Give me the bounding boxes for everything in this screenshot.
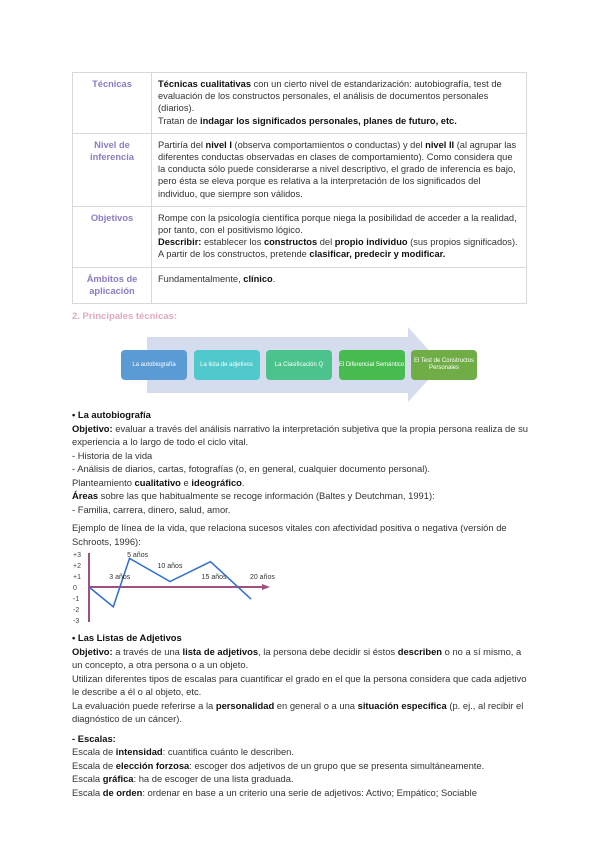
row-content [152,267,527,303]
text: Ejemplo de línea de la vida, que relaciona sucesos vitales con afectividad positiva o negativa (versión de Schroots, 1996): [72,522,507,547]
text: e [180,476,192,488]
paragraph-line [72,672,530,699]
paragraph-line [72,449,530,463]
flow-step: El Diferencial Semántico [339,350,405,380]
bold-text: cualitativo [134,476,181,488]
paragraph-line [72,631,530,645]
text: La evaluación puede referirse a la [72,699,216,711]
text: establecer los [201,237,264,248]
text: . [272,273,276,284]
paragraph-line [72,422,530,449]
table-row [73,206,527,267]
paragraph-line [158,115,520,127]
paragraph-line [158,139,520,200]
life-line-caption [72,521,530,548]
bold-text: indagar los significados personales, planes de futuro, etc. [200,115,457,126]
flow-step: La Clasificación Q [266,350,332,380]
text: : escoger dos adjetivos de un grupo que se presenta simultáneamente. [189,759,485,771]
text: : ordenar en base a un criterio una serie de adjetivos: Activo; Empático; Sociable [142,786,477,798]
paragraph-line [72,462,530,476]
text: o no a sí mismo, a un concepto, a otra persona o a un objeto. [72,645,522,671]
bold-text: personalidad [215,699,275,711]
bold-text: • La autobiografía [72,409,151,421]
paragraph-line [158,212,520,236]
event-label: 10 años [157,563,183,571]
bold-text: Objetivo: [72,645,113,657]
bold-text: de orden [102,786,143,798]
text: Escala de [72,746,116,758]
bold-text: nivel I [205,139,232,150]
bold-text: gráfica [102,773,134,785]
text: del [317,237,335,248]
paragraph-line [72,786,530,800]
table-row [73,73,527,134]
text: Rompe con la psicología científica porque niega la posibilidad de acceder a la realidad, por tanto, con el positivismo lógico. [158,212,517,236]
y-tick-label: +3 [73,552,81,560]
row-header: Nivel de inferencia [73,133,152,206]
text: evaluar a través del análisis narrativo la interpretación subjetiva que la propia persona realiza de su experiencia a lo largo de todo el ciclo vital. [72,422,528,448]
event-label: 5 años [127,552,149,560]
bold-text: ideográfico [191,476,242,488]
paragraph-line [72,489,530,503]
row-header: Ámbitos de aplicación [73,267,152,303]
y-tick-label: -2 [73,607,80,615]
bold-text: clasificar, predecir y modificar. [309,249,446,260]
text: con un cierto nivel de estandarización: autobiografía, test de evaluación de los constructos personales, el análisis de documentos personales (diarios). [158,79,502,114]
text: (al agrupar las diferentes conductas observadas en clases de comportamiento). Como considera que la conducta sólo puede considerarse a nivel descriptivo, el grado de inferencia es bajo, pero ésta se eleva porque es relativa a la interpretación de los significados del individuo, que siempre son válidos. [158,139,517,199]
document-column [72,72,530,799]
bold-text: Objetivo: [72,422,113,434]
text: Partiría del [158,139,206,150]
y-tick-label: -3 [73,618,80,624]
row-header: Objetivos [73,206,152,267]
bold-text: Técnicas cualitativas [158,79,252,89]
paragraph-line [72,408,530,422]
bold-text: • Las Listas de Adjetivos [72,632,182,644]
row-content [152,73,527,134]
scales-section [72,732,530,800]
paragraph-line [72,732,530,746]
text: Escala [72,773,103,785]
flow-step: La lista de adjetivos [194,350,260,380]
bold-text: clínico [243,273,273,284]
paragraph-line [158,78,520,115]
y-tick-label: -1 [73,596,80,604]
text: : ha de escoger de una lista graduada. [133,773,294,785]
paragraph-line [158,273,520,285]
flow-step: El Test de Constructos Personales [411,350,477,380]
text: - Historia de la vida [72,449,153,461]
text: - Análisis de diarios, cartas, fotografías (o, en general, cualquier documento personal). [72,463,431,475]
y-tick-label: 0 [73,585,77,593]
bold-text: constructos [263,237,318,248]
adjective-lists-section [72,631,530,726]
paragraph-line [72,759,530,773]
text: (p. ej., al recibir el diagnóstico de un cáncer). [72,699,524,725]
text: a través de una [112,645,183,657]
section-title: 2. Principales técnicas: [72,311,178,323]
text: . [241,476,245,488]
bold-text: Áreas [72,490,99,502]
bold-text: elección forzosa [115,759,190,771]
text: Tratan de [158,115,201,126]
row-content [152,133,527,206]
paragraph-line [72,521,530,548]
text: : cuantifica cuánto le describen. [162,746,294,758]
text: Escala [72,786,103,798]
techniques-flow-diagram [120,327,480,402]
bold-text: lista de adjetivos [182,645,259,657]
y-tick-label: +1 [73,574,81,582]
text: en general o a una [274,699,358,711]
bold-text: intensidad [115,746,163,758]
event-label: 20 años [249,574,275,582]
bold-text: - Escalas: [72,732,116,744]
bold-text: nivel II [425,139,455,150]
text: sobre las que habitualmente se recoge información (Baltes y Deutchman, 1991): [98,490,435,502]
paragraph-line [72,645,530,672]
x-axis-arrowhead [262,584,270,590]
flow-step: La autobiografía [121,350,187,380]
text: - Familia, carrera, dinero, salud, amor. [72,503,231,515]
text: Planteamiento [72,476,135,488]
y-tick-label: +2 [73,563,81,571]
text: , la persona debe decidir si éstos [258,645,398,657]
table-row [73,133,527,206]
event-label: 3 años [109,574,131,582]
paragraph-line [72,772,530,786]
paragraph-line [72,503,530,517]
bold-text: Describir: [158,237,202,248]
summary-table [72,72,527,304]
paragraph-line [72,699,530,726]
text: Utilizan diferentes tipos de escalas para cuantificar el grado en el que la persona considera que cada adjetivo le describe a él o al objeto, etc. [72,672,527,698]
bold-text: propio individuo [334,237,408,248]
paragraph-line [158,236,520,248]
text: A partir de los constructos, pretende [158,249,310,260]
bold-text: describen [397,645,443,657]
paragraph-line [72,745,530,759]
text: Fundamentalmente, [158,273,244,284]
life-line-chart [72,551,292,623]
text: (sus propios significados). [407,237,518,248]
row-content [152,206,527,267]
paragraph-line [158,248,520,260]
text: Escala de [72,759,116,771]
text: (observa comportamientos o conductas) y del [231,139,426,150]
paragraph-line [72,476,530,490]
autobiography-section [72,408,530,516]
row-header: Técnicas [73,73,152,134]
bold-text: situación específica [357,699,447,711]
event-label: 15 años [201,574,227,582]
table-row [73,267,527,303]
